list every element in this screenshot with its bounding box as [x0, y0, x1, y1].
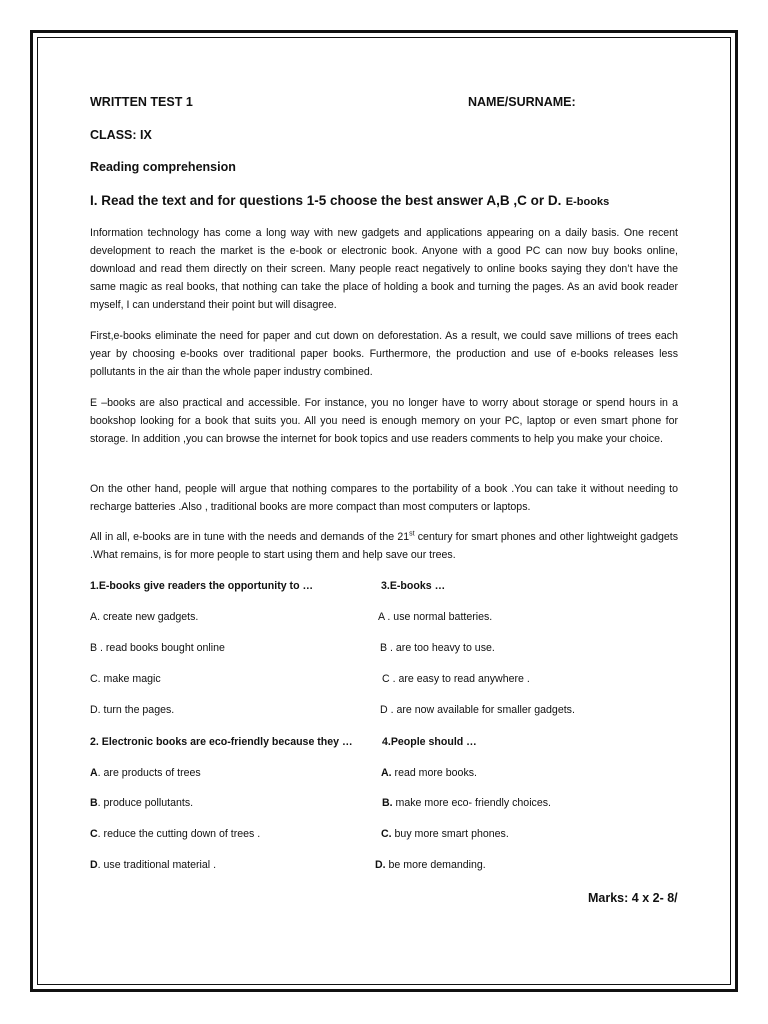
q3-option-b: B . are too heavy to use. [380, 642, 495, 654]
q4-c-letter: C. [381, 828, 392, 840]
q3-option-d: D . are now available for smaller gadgets. [380, 704, 575, 716]
q4-option-d [375, 859, 486, 871]
q3-stem: 3.E-books … [381, 580, 446, 592]
instruction-topic: E-books [565, 196, 610, 208]
passage-paragraph-4: On the other hand, people will argue that nothing compares to the portability of a book .You can take it without needing to recharge batteries .Also , traditional books are more compact than most computers or laptops. [90, 483, 678, 513]
q1-option-b: B . read books bought online [90, 642, 225, 654]
q2-stem-text: . Electronic books are eco-friendly because they … [95, 736, 353, 748]
q2-b-text: . produce pollutants. [97, 797, 194, 809]
marks-total: Marks: 4 x 2- 8/ [588, 891, 678, 905]
p5-superscript: st [409, 530, 415, 538]
q1-option-c: C. make magic [90, 673, 161, 685]
q4-a-letter: A. [381, 767, 392, 779]
q4-b-letter: B. [382, 797, 393, 809]
q2-b-letter: B [90, 797, 98, 809]
q2-c-text: . reduce the cutting down of trees . [97, 828, 261, 840]
q1-option-d: D. turn the pages. [90, 704, 175, 716]
q2-stem [90, 736, 353, 748]
q2-d-text: . use traditional material . [97, 859, 217, 871]
q2-a-text: . are products of trees [97, 767, 201, 779]
passage-paragraph-2: First,e-books eliminate the need for paper and cut down on deforestation. As a result, we could save millions of trees each year by choosing e-books over traditional paper books. Furthermore, the production and use of e-books releases less pollutants in the air than the whole paper industry combined. [90, 330, 678, 378]
q4-stem: 4.People should … [382, 736, 477, 748]
q2-option-b [90, 797, 193, 809]
test-title: WRITTEN TEST 1 [90, 95, 193, 109]
q2-option-d [90, 859, 216, 871]
q2-d-letter: D [90, 859, 98, 871]
class-label: CLASS: IX [90, 128, 152, 142]
passage-paragraph-5 [90, 528, 678, 564]
passage-paragraph-1: Information technology has come a long way with new gadgets and applications appearing on a daily basis. One recent development to reach the market is the e-book or electronic book. Anyone with a good PC can now buy books online, download and read them directly on their screen. Many people react negatively to online books saying they don’t have the same magic as real books, that nothing can take the place of holding a book and turning the pages. As an avid book reader myself, I can understand their point but will disagree. [90, 227, 678, 311]
name-surname-label: NAME/SURNAME: [468, 95, 576, 109]
q4-c-text: buy more smart phones. [391, 828, 509, 840]
q3-option-a: A . use normal batteries. [378, 611, 493, 623]
passage-paragraph-3: E –books are also practical and accessible. For instance, you no longer have to worry about storage or spend hours in a bookshop looking for a book that suits you. All you need is enough memory on your PC, laptop or even smart phone for storage. In addition ,you can browse the internet for book topics and use readers comments to help you make your choice. [90, 397, 678, 445]
q2-stem-number: 2 [90, 736, 96, 748]
q4-d-text: be more demanding. [385, 859, 486, 871]
q1-stem: 1.E-books give readers the opportunity to … [90, 580, 314, 592]
q2-a-letter: A [90, 767, 98, 779]
q4-a-text: read more books. [391, 767, 477, 779]
q2-option-c [90, 828, 260, 840]
q4-d-letter: D. [375, 859, 386, 871]
q1-option-a: A. create new gadgets. [90, 611, 199, 623]
q4-b-text: make more eco- friendly choices. [392, 797, 551, 809]
instruction-text: I. Read the text and for questions 1-5 choose the best answer A,B ,C or D. [90, 193, 562, 208]
q4-option-b [382, 797, 551, 809]
q4-option-a [381, 767, 477, 779]
instruction-line [90, 192, 609, 210]
p5-after: century for smart phones and other lightweight gadgets .What remains, is for more people to start using them and help save our trees. [90, 531, 678, 561]
p5-before: All in all, e-books are in tune with the needs and demands of the 21 [90, 531, 410, 543]
q4-option-c [381, 828, 509, 840]
q2-option-a [90, 767, 201, 779]
q2-c-letter: C [90, 828, 98, 840]
q3-option-c: C . are easy to read anywhere . [382, 673, 530, 685]
section-title: Reading comprehension [90, 160, 236, 174]
